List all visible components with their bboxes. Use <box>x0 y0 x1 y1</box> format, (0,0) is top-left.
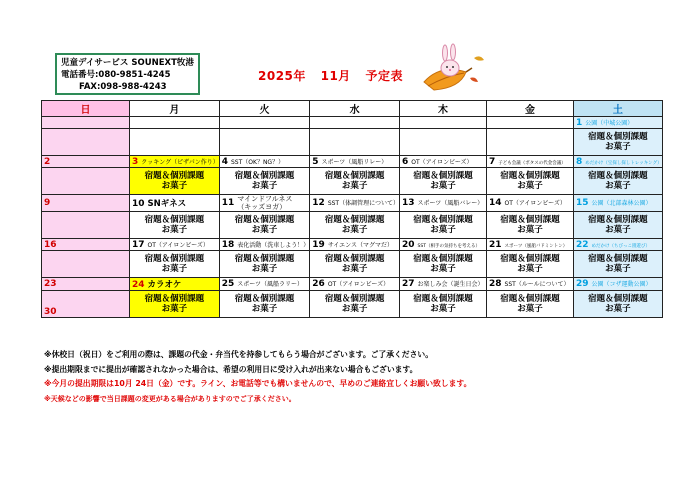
snack-text: お菓子 <box>161 304 188 314</box>
note-holiday: ※休校日（祝日）をご利用の際は、課題の代金・弁当代を持参してもらう場合がございます。ご了承ください。 <box>44 350 433 359</box>
day-number: 3 <box>132 156 139 167</box>
day-cell-23 <box>42 278 130 291</box>
snack-text: お菓子 <box>430 181 456 191</box>
title-label: 予定表 <box>365 69 403 83</box>
day-cell-21 <box>486 239 573 251</box>
calendar-cell <box>399 129 486 156</box>
homework-text: 宿題＆個別課題 <box>413 171 473 181</box>
homework-text: 宿題＆個別課題 <box>413 254 473 264</box>
homework-text: 宿題＆個別課題 <box>324 215 385 225</box>
day-number: 23 <box>44 279 57 289</box>
day-cell-5 <box>310 156 400 168</box>
homework-text: 宿題＆個別課題 <box>234 294 295 304</box>
calendar-cell <box>399 117 486 129</box>
week4-date-row <box>42 239 663 251</box>
day-number: 2 <box>44 156 51 167</box>
homework-text: 宿題＆個別課題 <box>588 294 648 304</box>
snack-text: お菓子 <box>251 225 278 235</box>
snack-text: お菓子 <box>430 304 456 314</box>
day-number: 29 <box>575 279 589 289</box>
homework-cell <box>399 212 486 239</box>
day-number: 18 <box>221 239 235 250</box>
day-event: お楽しみ会（誕生日会） <box>417 281 484 288</box>
snack-text: お菓子 <box>161 225 188 235</box>
day-cell-8 <box>573 156 662 168</box>
day-number: 16 <box>44 239 57 250</box>
day-cell-26 <box>310 278 400 291</box>
day-cell-28 <box>486 278 573 291</box>
day-cell-16 <box>42 239 130 251</box>
weekday-mon: 月 <box>130 101 220 117</box>
snack-text: お菓子 <box>251 304 278 314</box>
weekday-wed: 水 <box>310 101 400 117</box>
day-number: 7 <box>488 156 496 167</box>
day-number: 12 <box>312 198 325 208</box>
homework-text: 宿題＆個別課題 <box>500 171 560 181</box>
day-number: 22 <box>575 239 589 250</box>
homework-cell <box>219 291 310 318</box>
week1-date-row <box>42 117 663 129</box>
week2-note-row <box>42 168 663 195</box>
day-cell-10 <box>130 195 220 212</box>
day-cell-12 <box>310 195 400 212</box>
snack-text: お菓子 <box>341 181 368 191</box>
calendar-cell <box>42 212 130 239</box>
homework-text: 宿題＆個別課題 <box>324 294 385 304</box>
day-cell-4 <box>219 156 310 168</box>
day-event: 公園（コザ運動公園） <box>591 281 652 288</box>
day-number: 14 <box>488 198 502 208</box>
title-year: 2025年 <box>258 69 306 83</box>
weekday-header-row <box>42 101 663 117</box>
calendar-table <box>41 100 663 318</box>
homework-cell <box>486 168 573 195</box>
week5-date-row <box>42 278 663 291</box>
week3-date-row <box>42 195 663 212</box>
snack-text: お菓子 <box>430 225 456 235</box>
day-number: 21 <box>488 239 502 250</box>
facility-fax: FAX:098-988-4243 <box>79 82 167 92</box>
homework-cell <box>219 251 310 278</box>
day-number: 1 <box>575 117 583 128</box>
snack-text: お菓子 <box>605 225 631 235</box>
snack-text: お菓子 <box>517 264 543 274</box>
day-event: マインドフルネス（キッズヨガ） <box>237 195 293 211</box>
week2-date-row <box>42 156 663 168</box>
day-number: 8 <box>575 156 583 167</box>
homework-cell <box>310 168 400 195</box>
day-cell-3 <box>130 156 220 168</box>
day-number: 11 <box>221 197 235 208</box>
day-cell-18 <box>219 239 310 251</box>
homework-text: 宿題＆個別課題 <box>324 254 385 264</box>
homework-cell <box>130 168 220 195</box>
note-weather: ※天候などの影響で当日課題の変更がある場合がありますのでご了承ください。 <box>44 394 296 403</box>
notes-section <box>44 348 471 406</box>
week4-note-row <box>42 251 663 278</box>
day-number: 28 <box>488 279 502 289</box>
snack-text: お菓子 <box>605 264 631 274</box>
homework-cell <box>399 168 486 195</box>
homework-cell <box>486 291 573 318</box>
calendar-cell <box>130 129 220 156</box>
snack-text: お菓子 <box>517 181 543 191</box>
day-number: 30 <box>44 307 57 317</box>
day-cell-17 <box>130 239 220 251</box>
snack-text: お菓子 <box>517 225 543 235</box>
calendar-cell <box>486 117 573 129</box>
facility-info-box <box>55 53 200 95</box>
homework-text: 宿題＆個別課題 <box>144 254 205 264</box>
homework-cell <box>130 212 220 239</box>
day-cell-25 <box>219 278 310 291</box>
homework-text: 宿題＆個別課題 <box>144 294 205 304</box>
note-deadline-date: ※今月の提出期限は10月 24日（金）です。ライン、お電話等でも構いませんので、早めのご連絡宜しくお願い致します。 <box>44 379 472 388</box>
day-event: スポーツ（風船バレー） <box>417 200 484 207</box>
calendar-cell <box>42 251 130 278</box>
homework-cell <box>573 129 662 156</box>
homework-cell <box>310 212 400 239</box>
homework-cell <box>399 251 486 278</box>
day-event: SST（OK？NG？） <box>231 158 285 166</box>
day-cell-29 <box>573 278 662 291</box>
homework-cell <box>573 291 662 318</box>
day-cell-9 <box>42 195 130 212</box>
snack-text: お菓子 <box>605 181 631 191</box>
homework-cell <box>486 212 573 239</box>
day-number: 24 <box>132 280 145 290</box>
day-number: 17 <box>132 239 145 250</box>
homework-cell <box>219 212 310 239</box>
snack-text: お菓子 <box>161 264 188 274</box>
day-number: 4 <box>221 156 228 167</box>
day-event: OT（アイロンビーズ） <box>504 200 566 207</box>
week1-note-row <box>42 129 663 156</box>
calendar-cell <box>42 117 130 129</box>
homework-cell <box>573 168 662 195</box>
day-event: めだかけ（ちびっこ園遊び） <box>591 243 651 249</box>
day-number: 13 <box>401 198 415 208</box>
day-event: 公園（中城公園） <box>585 119 634 127</box>
homework-text: 宿題＆個別課題 <box>144 215 205 225</box>
snack-text: お菓子 <box>161 181 188 191</box>
day-event: 表化活動（洗車しよう！） <box>237 241 310 249</box>
homework-cell <box>130 291 220 318</box>
day-cell-30 <box>42 291 130 318</box>
day-cell-1 <box>573 117 662 129</box>
homework-text: 宿題＆個別課題 <box>500 254 560 264</box>
day-event: OT（アイロンビーズ） <box>147 241 209 249</box>
day-cell-22 <box>573 239 662 251</box>
day-event: めだかけ（宝探し探しトレッキング） <box>585 160 662 166</box>
homework-cell <box>130 251 220 278</box>
week5-note-row <box>42 291 663 318</box>
day-cell-7 <box>486 156 573 168</box>
day-event: 公園（北部森林公園） <box>591 200 652 207</box>
homework-cell <box>399 291 486 318</box>
day-number: 20 <box>401 239 415 250</box>
snack-text: お菓子 <box>517 304 543 314</box>
homework-text: 宿題＆個別課題 <box>588 171 648 181</box>
calendar-cell <box>130 117 220 129</box>
day-event: サイエンス（マグマだ） <box>327 241 393 249</box>
rabbit-on-leaf-illustration <box>420 42 486 94</box>
day-number: 5 <box>312 156 319 167</box>
snack-text: お菓子 <box>341 264 368 274</box>
homework-text: 宿題＆個別課題 <box>500 294 560 304</box>
homework-cell <box>573 212 662 239</box>
calendar-cell <box>219 117 310 129</box>
calendar-cell <box>42 168 130 195</box>
calendar-cell <box>219 129 310 156</box>
snack-text: お菓子 <box>605 304 631 314</box>
day-cell-24 <box>130 278 220 291</box>
snack-text: お菓子 <box>605 142 631 152</box>
day-number: 6 <box>401 156 409 167</box>
day-event: カラオケ <box>147 280 182 290</box>
day-cell-13 <box>399 195 486 212</box>
day-event: SST（相手の気持ちを考える） <box>417 243 480 249</box>
snack-text: お菓子 <box>251 181 278 191</box>
homework-text: 宿題＆個別課題 <box>413 215 473 225</box>
title-month: 11月 <box>320 69 351 83</box>
facility-name: 児童デイサービス SOUNEXT牧港 <box>61 58 194 68</box>
homework-text: 宿題＆個別課題 <box>234 215 295 225</box>
day-event: スポーツ（風船バドミントン） <box>504 243 568 249</box>
day-number: 10 <box>132 199 145 209</box>
calendar-cell <box>42 129 130 156</box>
homework-text: 宿題＆個別課題 <box>588 254 648 264</box>
day-cell-27 <box>399 278 486 291</box>
day-event: SST（体調管理について） <box>327 200 399 207</box>
weekday-thu: 木 <box>399 101 486 117</box>
homework-text: 宿題＆個別課題 <box>234 254 295 264</box>
snack-text: お菓子 <box>430 264 456 274</box>
day-cell-11 <box>219 195 310 212</box>
day-event: OT（アイロンビーズ） <box>327 281 390 288</box>
homework-text: 宿題＆個別課題 <box>234 171 295 181</box>
homework-cell <box>310 291 400 318</box>
day-cell-15 <box>573 195 662 212</box>
homework-text: 宿題＆個別課題 <box>324 171 385 181</box>
snack-text: お菓子 <box>251 264 278 274</box>
day-cell-19 <box>310 239 400 251</box>
homework-cell <box>310 251 400 278</box>
homework-text: 宿題＆個別課題 <box>413 294 473 304</box>
day-event: スポーツ（風船ラリー） <box>237 281 304 288</box>
day-event: SST（ルールについて） <box>504 281 570 288</box>
day-number: 25 <box>221 279 235 289</box>
homework-text: 宿題＆個別課題 <box>588 215 648 225</box>
snack-text: お菓子 <box>341 225 368 235</box>
homework-text: 宿題＆個別課題 <box>500 215 560 225</box>
calendar-cell <box>310 117 400 129</box>
day-cell-6 <box>399 156 486 168</box>
day-number: 19 <box>312 239 325 250</box>
homework-cell <box>573 251 662 278</box>
day-event: OT（アイロンビーズ） <box>411 158 473 166</box>
calendar-cell <box>486 129 573 156</box>
day-number: 26 <box>312 279 325 289</box>
day-cell-2 <box>42 156 130 168</box>
facility-phone: 電話番号:080-9851-4245 <box>61 70 171 80</box>
day-cell-14 <box>486 195 573 212</box>
homework-cell <box>219 168 310 195</box>
day-number: 27 <box>401 279 415 289</box>
note-deadline-warning: ※提出期限までに提出が確認されなかった場合は、希望の利用日に受け入れが出来ない場合もございます。 <box>44 364 418 374</box>
day-number: 9 <box>44 198 51 208</box>
homework-cell <box>486 251 573 278</box>
weekday-sun: 日 <box>42 101 130 117</box>
day-cell-20 <box>399 239 486 251</box>
weekday-fri: 金 <box>486 101 573 117</box>
homework-text: 宿題＆個別課題 <box>588 132 648 142</box>
week3-note-row <box>42 212 663 239</box>
calendar-cell <box>310 129 400 156</box>
snack-text: お菓子 <box>341 304 368 314</box>
day-event: クッキング（ピザパン作り） <box>141 158 219 166</box>
day-event: 子ども会議（ボタスの代金会議） <box>498 160 566 166</box>
day-event: スポーツ（風船リレー） <box>321 158 388 166</box>
homework-text: 宿題＆個別課題 <box>144 171 205 181</box>
page-title <box>258 67 413 84</box>
day-event: SNギネス <box>147 199 187 209</box>
day-number: 15 <box>575 198 589 208</box>
weekday-sat: 土 <box>573 101 662 117</box>
weekday-tue: 火 <box>219 101 310 117</box>
